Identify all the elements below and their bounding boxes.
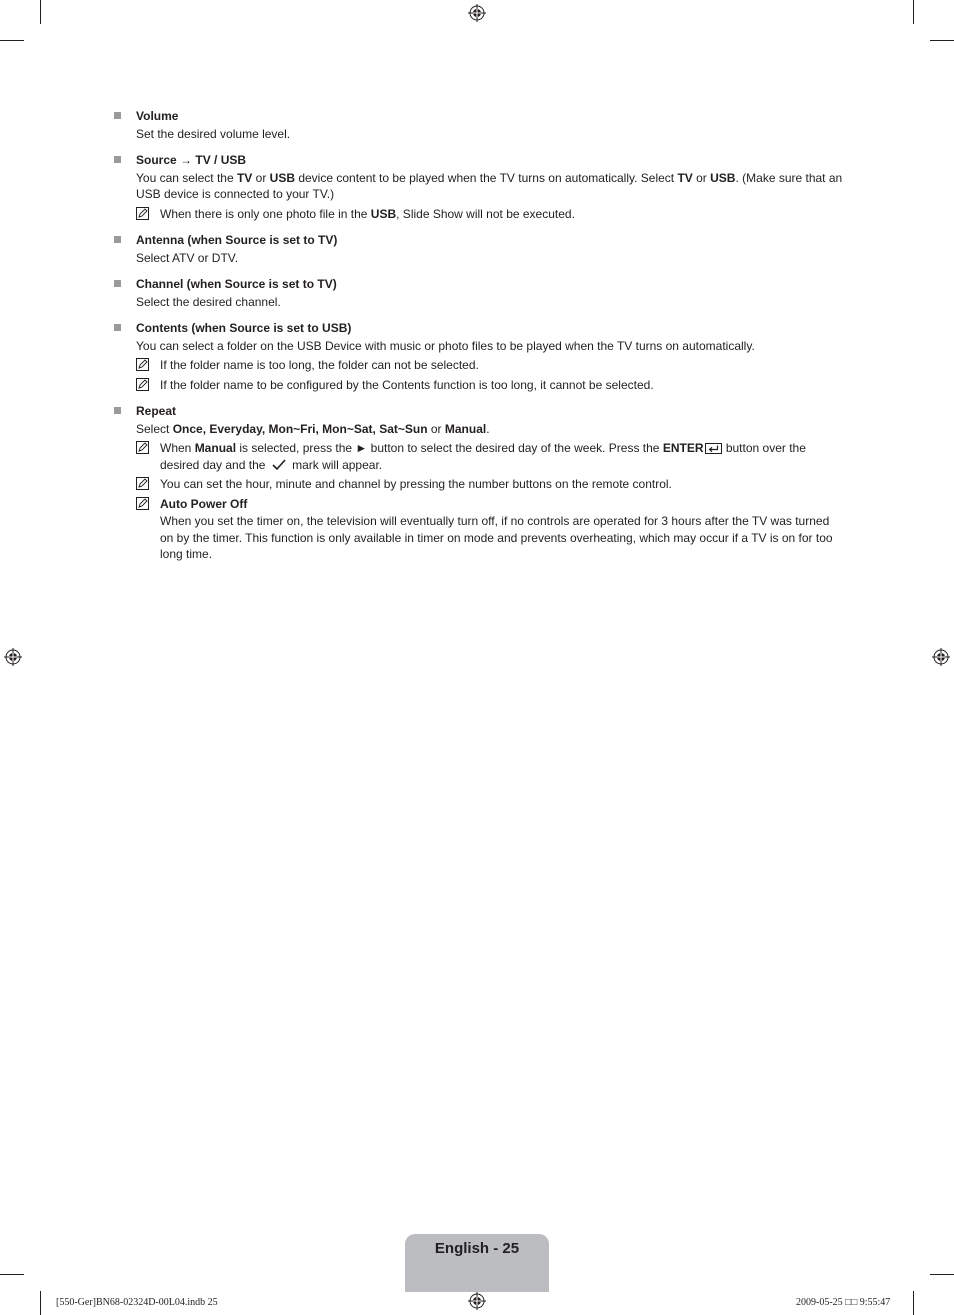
- section-description: Set the desired volume level.: [136, 126, 291, 141]
- heading-part: Source: [136, 153, 177, 167]
- note-text: You can set the hour, minute and channel by pressing the number buttons on the remote control.: [160, 477, 672, 491]
- text-run: .: [486, 421, 490, 436]
- text-run: When there is only one photo file in the: [160, 206, 371, 221]
- crop-mark-tr-v: [913, 0, 914, 24]
- note-pencil-icon: [136, 497, 149, 510]
- crop-mark-br-v: [913, 1291, 914, 1315]
- crop-mark-bl-v: [40, 1291, 41, 1315]
- section-description: [136, 170, 843, 203]
- arrow-icon: →: [180, 153, 193, 167]
- text-run: When: [160, 441, 195, 455]
- note-text: If the folder name is too long, the folder can not be selected.: [160, 358, 479, 372]
- registration-mark-icon: [932, 648, 950, 666]
- text-run: button over the desired day and the: [160, 441, 806, 472]
- crop-mark-tl-h: [0, 40, 24, 41]
- text-run: Select: [136, 421, 173, 436]
- section-heading: Repeat: [136, 404, 177, 418]
- note-pencil-icon: [136, 378, 149, 391]
- text-run-bold: Manual: [194, 441, 237, 455]
- square-bullet-icon: [114, 236, 121, 243]
- page-number: English - 25: [434, 1240, 520, 1257]
- text-run-bold: USB: [370, 206, 397, 221]
- section-heading: Volume: [136, 109, 179, 123]
- note: [136, 206, 843, 223]
- note-description: When you set the timer on, the television will eventually turn off, if no controls are operated for 3 hours after the TV was turned on by the timer. This function is only available in timer on mode and prevents overheating, which may occur if a TV is on for too long time.: [160, 514, 833, 561]
- manual-content: [111, 108, 843, 573]
- square-bullet-icon: [114, 407, 121, 414]
- text-run: mark will appear.: [288, 457, 383, 472]
- square-bullet-icon: [114, 112, 121, 119]
- section-heading: Contents (when Source is set to USB): [136, 321, 352, 335]
- section-volume: [111, 108, 843, 142]
- text-run: or: [692, 170, 711, 185]
- text-run: . (Make sure that an USB device is connected to your TV.): [136, 170, 843, 201]
- text-run-bold: ENTER: [662, 441, 704, 455]
- section-channel: [111, 276, 843, 310]
- text-run-bold: TV: [236, 170, 253, 185]
- square-bullet-icon: [114, 280, 121, 287]
- note: [136, 476, 843, 493]
- text-run-bold: TV: [677, 170, 693, 185]
- note-auto-power-off: [136, 496, 843, 563]
- text-run-bold: Manual: [444, 421, 487, 436]
- crop-mark-tr-h: [930, 40, 954, 41]
- section-heading: Antenna (when Source is set to TV): [136, 233, 338, 247]
- note-pencil-icon: [136, 441, 149, 454]
- crop-mark-tl-v: [40, 0, 41, 24]
- section-heading: Channel (when Source is set to TV): [136, 277, 337, 291]
- note-pencil-icon: [136, 477, 149, 490]
- square-bullet-icon: [114, 324, 121, 331]
- section-antenna: [111, 232, 843, 266]
- note-text: If the folder name to be configured by the Contents function is too long, it cannot be selected.: [160, 377, 654, 392]
- section-description: Select the desired channel.: [136, 294, 281, 309]
- section-description: Select ATV or DTV.: [136, 250, 239, 265]
- heading-part: TV / USB: [195, 153, 247, 167]
- registration-mark-icon: [4, 648, 22, 666]
- text-run: You can select the: [136, 170, 237, 185]
- crop-mark-br-h: [930, 1274, 954, 1275]
- section-repeat: [111, 403, 843, 563]
- square-bullet-icon: [114, 156, 121, 163]
- text-run: , Slide Show will not be executed.: [396, 206, 575, 221]
- text-run-bold: USB: [710, 170, 736, 185]
- section-description: [136, 421, 843, 438]
- section-contents: [111, 320, 843, 393]
- registration-mark-icon: [468, 1292, 486, 1310]
- note-pencil-icon: [136, 207, 149, 220]
- section-heading: [136, 152, 843, 169]
- crop-mark-bl-h: [0, 1274, 24, 1275]
- print-slug-left: [550-Ger]BN68-02324D-00L04.indb 25: [56, 1297, 218, 1308]
- print-slug-right: 2009-05-25 □□ 9:55:47: [796, 1297, 891, 1308]
- right-arrow-icon: ►: [355, 441, 368, 455]
- text-run: button to select the desired day of the week. Press the: [367, 441, 663, 455]
- note: [136, 440, 843, 473]
- section-description: You can select a folder on the USB Device with music or photo files to be played when the TV turns on automatically.: [136, 338, 755, 353]
- enter-icon: [705, 443, 722, 454]
- text-run-bold: Once, Everyday, Mon~Fri, Mon~Sat, Sat~Sun: [172, 421, 428, 436]
- registration-mark-icon: [468, 4, 486, 22]
- text-run: or: [427, 421, 445, 436]
- note-pencil-icon: [136, 358, 149, 371]
- note: [136, 377, 843, 394]
- note-heading: Auto Power Off: [160, 496, 248, 511]
- text-run: is selected, press the: [236, 441, 356, 455]
- note: [136, 357, 843, 374]
- section-source: [111, 152, 843, 222]
- text-run-bold: USB: [269, 170, 295, 185]
- check-mark-icon: [271, 458, 287, 472]
- text-run: or: [252, 170, 270, 185]
- text-run: device content to be played when the TV turns on automatically. Select: [295, 170, 678, 185]
